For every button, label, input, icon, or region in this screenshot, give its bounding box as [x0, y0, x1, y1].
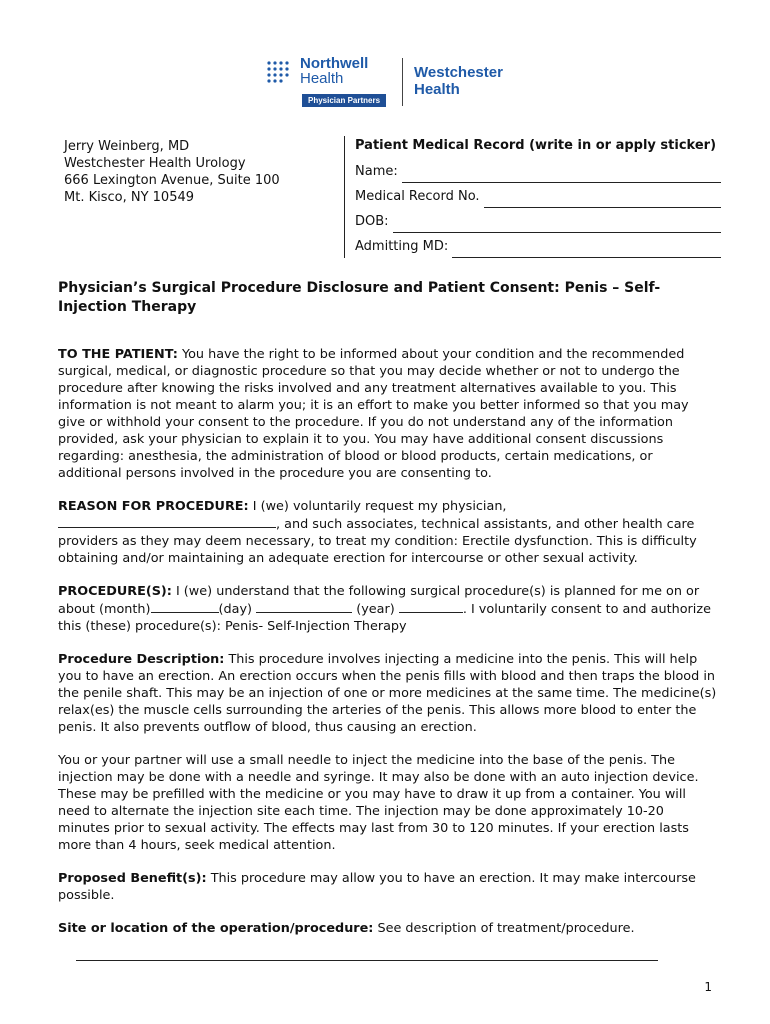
physician-name: Jerry Weinberg, MD [64, 139, 190, 154]
procedure-text-1: I (we) understand that the following surgical procedure(s) is planned for me on or about (month) [58, 584, 700, 617]
reason-text-1: I (we) voluntarily request my physician, [252, 499, 507, 514]
benefit-text: This procedure may allow you to have an erection. It may make intercourse possible. [58, 871, 696, 903]
logo-divider [402, 58, 403, 106]
northwell-logo-name: Northwell [300, 55, 369, 72]
dob-line[interactable] [393, 218, 721, 233]
partner-paragraph: You or your partner will use a small needle to inject the medicine into the base of the penis. The injection may be done with a needle and syringe. It may also be done with an auto injection device. These may be prefilled with the medicine or you may have to draw it up from a container. You will need to alternate the injection site each time. The injection may be done approximately 10-20 minutes prior to sexual activity. The effects may last from 30 to 120 minutes. If your erection lasts more than 4 hours, seek medical attention. [58, 753, 699, 853]
description-text: This procedure involves injecting a medicine into the penis. This will help you to have an erection. An erection occurs when the penis fills with blood and then traps the blood in the penile shaft. This may be an injection of one or more medicines at the same time. The medicine(s) relax(es) the muscle cells surrounding the arteries of the penis. This allows more blood to enter the penis. It also prevents outflow of blood, thus causing an erection. [58, 652, 717, 735]
procedure-text-4: . I voluntarily consent to and authorize this (these) procedure(s): Penis- Self-Injection Therapy [58, 602, 711, 634]
physician-blank[interactable] [58, 515, 276, 528]
westchester-logo [414, 64, 503, 98]
admitting-md-field[interactable] [355, 233, 721, 258]
procedure-paragraph [58, 583, 718, 635]
patient-text: You have the right to be informed about your condition and the recommended surgical, medical, or diagnostic procedure so that you may decide whether or not to undergo the procedure after knowing the risks involved and any treatment alternatives available to you. This information is not meant to alarm you; it is an effort to make you better informed so that you may give or withhold your consent to the procedure. If you do not understand any of the information provided, ask your physician to explain it to you. You may have additional consent discussions regarding: anesthesia, the administration of blood or blood products, certain medications, or additional persons involved in the procedure you are consenting to. [58, 347, 689, 481]
dob-label: DOB: [355, 214, 389, 229]
reason-text-2: , and such associates, technical assistants, and other health care providers as they may deem necessary, to treat my condition: Erectile dysfunction. This is difficulty obtaining and/or maintaining an adequate erection for intercourse or other sexual activity. [58, 517, 697, 566]
header-logos [266, 55, 506, 110]
admitting-md-label: Admitting MD: [355, 239, 449, 254]
day-blank[interactable] [256, 600, 352, 613]
name-label: Name: [355, 164, 398, 179]
procedure-heading: PROCEDURE(S): [58, 584, 172, 599]
reason-paragraph [58, 498, 718, 567]
physician-address [64, 138, 280, 206]
reason-heading: REASON FOR PROCEDURE: [58, 499, 249, 514]
site-heading: Site or location of the operation/procedure: [58, 921, 374, 936]
description-heading: Procedure Description: [58, 652, 225, 667]
name-field[interactable] [355, 158, 721, 183]
northwell-dots-icon [266, 60, 296, 90]
westchester-logo-line2: Health [414, 81, 460, 98]
year-blank[interactable] [399, 600, 463, 613]
westchester-logo-line1: Westchester [414, 64, 503, 81]
dob-field[interactable] [355, 208, 721, 233]
page-number: 1 [704, 980, 712, 994]
physician-city: Mt. Kisco, NY 10549 [64, 190, 195, 205]
patient-heading: TO THE PATIENT: [58, 347, 178, 362]
physician-street: 666 Lexington Avenue, Suite 100 [64, 173, 280, 188]
benefit-heading: Proposed Benefit(s): [58, 871, 207, 886]
document-title: Physician’s Surgical Procedure Disclosure and Patient Consent: Penis – Self-Injection Therapy [58, 280, 661, 315]
site-paragraph [58, 920, 718, 937]
footer-rule [76, 960, 658, 961]
name-line[interactable] [402, 168, 721, 183]
northwell-logo-bar: Physician Partners [302, 94, 386, 107]
procedure-text-2: (day) [218, 602, 253, 617]
procedure-text-3: (year) [356, 602, 395, 617]
mrn-field[interactable] [355, 183, 721, 208]
benefit-paragraph [58, 870, 718, 904]
patient-record-box [344, 136, 721, 258]
description-paragraph [58, 651, 718, 736]
mrn-line[interactable] [484, 193, 721, 208]
document-body [58, 346, 718, 953]
mrn-label: Medical Record No. [355, 189, 480, 204]
northwell-logo-sub: Health [300, 70, 344, 87]
physician-practice: Westchester Health Urology [64, 156, 246, 171]
patient-record-title: Patient Medical Record (write in or apply sticker) [355, 138, 717, 153]
month-blank[interactable] [151, 600, 219, 613]
site-text: See description of treatment/procedure. [377, 921, 635, 936]
patient-paragraph [58, 346, 718, 482]
admitting-md-line[interactable] [452, 243, 721, 258]
